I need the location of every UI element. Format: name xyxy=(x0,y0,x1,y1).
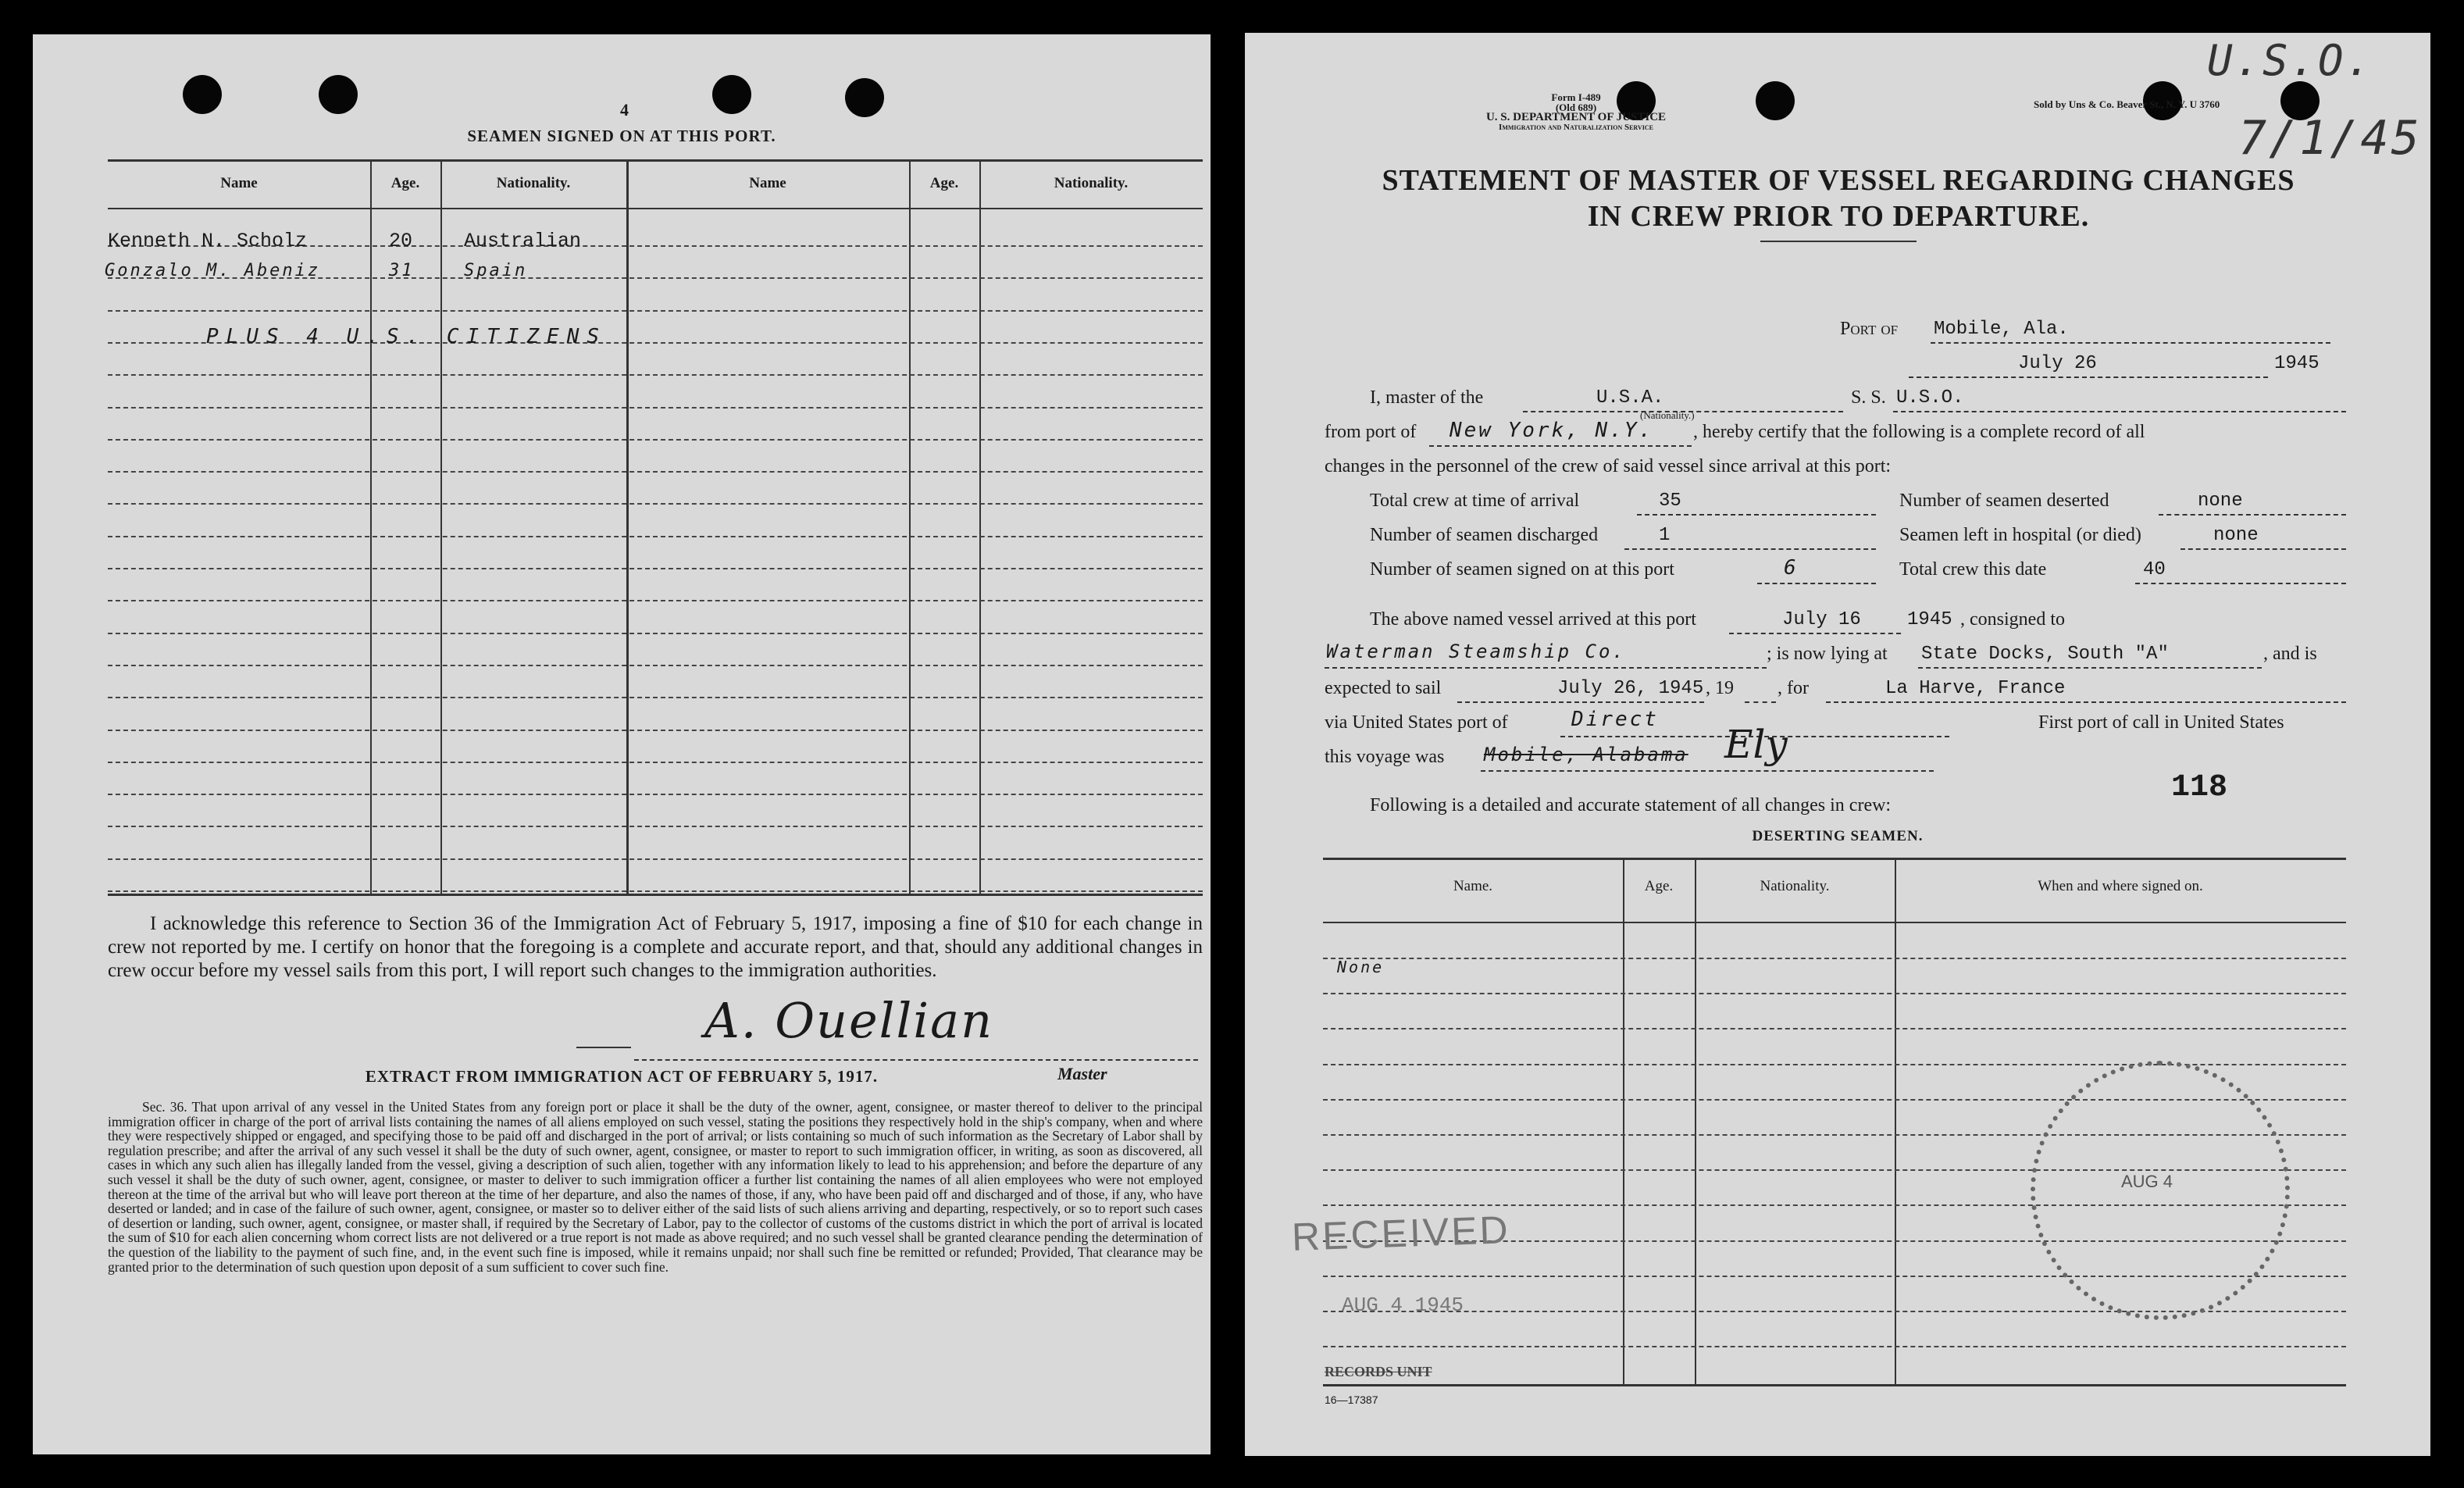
column-divider xyxy=(370,159,372,894)
seaman-name: Gonzalo M. Abeniz xyxy=(105,261,321,280)
right-page xyxy=(1245,33,2430,1456)
stat-field xyxy=(1757,559,1876,584)
row-rule xyxy=(1323,1346,2346,1347)
col-header-age: Age. xyxy=(1644,878,1674,894)
stat-label: Seamen left in hospital (or died) xyxy=(1899,525,2141,545)
stat-label: Number of seamen signed on at this port xyxy=(1370,559,1674,580)
lying-value: State Docks, South "A" xyxy=(1921,644,2169,665)
column-divider xyxy=(979,159,981,894)
row-rule xyxy=(108,633,1203,634)
signature-label: Master xyxy=(1057,1064,1107,1083)
stat-value: 40 xyxy=(2143,559,2166,580)
table-bottom-rule xyxy=(108,894,1203,896)
seaman-nationality: Australian xyxy=(464,230,582,252)
stat-field xyxy=(2159,491,2346,516)
punch-hole xyxy=(319,75,358,114)
expected-value: July 26, 1945 xyxy=(1557,678,1704,699)
row-rule xyxy=(108,374,1203,376)
col-header-name: Name xyxy=(220,175,258,191)
extract-title: EXTRACT FROM IMMIGRATION ACT OF FEBRUARY 5, 1917. xyxy=(365,1067,879,1086)
table-header-rule xyxy=(108,208,1203,209)
col-header-age: Age. xyxy=(390,175,420,191)
port-label: Port of xyxy=(1840,319,1899,339)
stat-value: 1 xyxy=(1659,525,1671,546)
stat-label: Total crew this date xyxy=(1899,559,2047,580)
row-rule xyxy=(1323,993,2346,994)
row-rule xyxy=(108,890,1203,892)
row-rule xyxy=(108,730,1203,731)
voyage-value: Mobile, Alabama xyxy=(1484,744,1688,765)
lying-label: ; is now lying at xyxy=(1767,644,1888,664)
stat-field xyxy=(2135,559,2346,584)
voyage-initials: Ely xyxy=(1724,722,1788,767)
title-line: IN CREW PRIOR TO DEPARTURE. xyxy=(1587,200,2090,233)
punch-hole xyxy=(183,75,222,114)
nationality-value: U.S.A. xyxy=(1596,387,1664,409)
column-divider xyxy=(1695,858,1696,1384)
row-rule xyxy=(108,471,1203,473)
master-signature: A. Ouellian xyxy=(704,992,994,1049)
table-top-rule xyxy=(1323,858,2346,860)
table-bottom-rule xyxy=(1323,1384,2346,1386)
year-field xyxy=(1745,678,1776,703)
for-value: La Harve, France xyxy=(1885,678,2066,699)
row-rule xyxy=(108,310,1203,312)
extract-text: Sec. 36. That upon arrival of any vessel in the United States from any foreign port or place it shall be the duty of the owner, agent, consignee, or master thereof to deliver to the principal immigration officer in charge of the port of arrival lists containing the names of all aliens employed on such vessel, stating the positions they respectively hold in the ship's company, when and where they were respectively shipped or engaged, and specifying those to be paid off and discharged in the port of arrival; or lists containing so much of such information as the Secretary of Labor shall by regulation prescribe; and after the arrival of any such vessel it shall be the duty of such owner, agent, consignee, or master to report to such immigration officer, in writing, as soon as discovered, all cases in which any such alien has illegally landed from the vessel, giving a description of such alien, together with any information likely to lead to his apprehension; and before the departure of any such vessel it shall be the duty of such owner, agent, consignee, or master to deliver to such immigration officer a further list containing the names of all alien employees who were not employed thereon at the time of the arrival but who will leave port thereon at the time of her departure, and also the names of those, if any, who have been paid off and discharged and of those, if any, who have deserted or landed; and in case of the failure of such owner, agent, consignee, or master so to deliver either of the said lists of such aliens arriving and departing, respectively, or so to report such cases of desertion or landing, such owner, agent, consignee, or master shall, if required by the Secretary of Labor, pay to the collector of customs of the customs district in which the port of arrival is located the sum of $10 for each alien concerning whom correct lists are not delivered or a true report is not made as above required; and no such vessel shall be granted clearance pending the determination of the question of the liability to the payment of such fine, and, in the event such fine is imposed, while it remains unpaid; nor shall such fine be remitted or refunded; Provided, That clearance may be granted prior to the determination of such question upon deposit of a sum sufficient to cover such fine. xyxy=(108,1099,1203,1275)
date-value: July 26 xyxy=(2018,353,2097,374)
seaman-age: 31 xyxy=(389,261,415,280)
via-value: Direct xyxy=(1571,708,1659,731)
column-divider xyxy=(1895,858,1896,1384)
form-number: Form I-489 xyxy=(1551,91,1601,103)
column-divider xyxy=(440,159,442,894)
port-value: Mobile, Ala. xyxy=(1934,319,2069,340)
row-rule xyxy=(108,858,1203,860)
signature-stroke xyxy=(576,1047,631,1048)
department: U. S. DEPARTMENT OF JUSTICE xyxy=(1485,111,1667,123)
stat-label: Number of seamen discharged xyxy=(1370,525,1599,545)
received-date: AUG 4 1945 xyxy=(1342,1294,1464,1317)
row-rule xyxy=(108,439,1203,441)
col-header-nationality: Nationality. xyxy=(496,175,571,191)
row-rule xyxy=(108,536,1203,537)
row-rule xyxy=(1323,1028,2346,1029)
none-entry: None xyxy=(1337,958,1385,976)
expected-label: expected to sail xyxy=(1325,678,1442,698)
punch-hole xyxy=(712,75,751,114)
records-unit-stamp: RECORDS UNIT xyxy=(1325,1364,1432,1379)
first-port-label: First port of call in United States xyxy=(2038,712,2284,733)
postmark-date: AUG 4 xyxy=(2121,1172,2173,1191)
row-rule xyxy=(108,697,1203,698)
row-rule xyxy=(108,826,1203,827)
stat-value: none xyxy=(2213,525,2259,546)
signature-line xyxy=(634,1059,1198,1061)
for-label: , for xyxy=(1778,678,1809,698)
row-rule xyxy=(108,407,1203,409)
row-rule xyxy=(108,762,1203,763)
col-header-nationality: Nationality. xyxy=(1054,175,1129,191)
deserting-title: DESERTING SEAMEN. xyxy=(1752,828,1924,844)
stat-value: 6 xyxy=(1784,556,1799,580)
ship-value: U.S.O. xyxy=(1896,387,1964,409)
ss-label: S. S. xyxy=(1851,387,1886,408)
year-value: 1945 xyxy=(2274,353,2320,374)
certify-text: , hereby certify that the following is a complete record of all xyxy=(1693,422,2145,442)
seaman-age: 20 xyxy=(389,230,413,252)
circular-postmark xyxy=(2031,1061,2290,1320)
col-header-age: Age. xyxy=(929,175,959,191)
stat-label: Number of seamen deserted xyxy=(1899,491,2109,511)
col-header-name: Name. xyxy=(1453,878,1493,894)
stat-field xyxy=(2181,525,2346,550)
row-rule xyxy=(1323,958,2346,959)
stamp-number: 118 xyxy=(2171,770,2228,805)
form-title xyxy=(1315,162,2362,234)
form-header xyxy=(1459,92,1693,133)
punch-hole xyxy=(845,78,884,117)
row-rule xyxy=(108,794,1203,795)
handwritten-date: 7/1/45 xyxy=(2238,111,2422,166)
col-header-name: Name xyxy=(749,175,786,191)
title-line: STATEMENT OF MASTER OF VESSEL REGARDING CHANGES xyxy=(1382,164,2295,197)
from-port-label: from port of xyxy=(1325,422,1417,442)
seaman-nationality: Spain xyxy=(464,261,528,280)
voyage-label: this voyage was xyxy=(1325,747,1445,767)
via-label: via United States port of xyxy=(1325,712,1508,733)
title-underline xyxy=(1760,241,1917,242)
row-rule xyxy=(108,600,1203,601)
page-number: 4 xyxy=(620,100,629,120)
acknowledgement-text: I acknowledge this reference to Section 36 of the Immigration Act of February 5, 1917, imposing a fine of $10 for each change in crew not reported by me. I certify on honor that the foregoing is a complete and accurate report, and that, should any additional changes in crew occur before my vessel sails from this port, I will report such changes to the immigration authorities. xyxy=(108,913,1203,981)
table-top-rule xyxy=(108,159,1203,162)
following-text: Following is a detailed and accurate statement of all changes in crew: xyxy=(1370,795,1892,815)
section-title: SEAMEN SIGNED ON AT THIS PORT. xyxy=(467,127,776,145)
row-rule xyxy=(108,665,1203,666)
print-code: 16—17387 xyxy=(1325,1393,1378,1406)
received-stamp: RECEIVED xyxy=(1291,1208,1511,1259)
column-divider xyxy=(1623,858,1624,1384)
stat-value: 35 xyxy=(1659,491,1681,512)
consignee-value: Waterman Steamship Co. xyxy=(1326,641,1626,662)
row-rule xyxy=(108,503,1203,505)
changes-text: changes in the personnel of the crew of said vessel since arrival at this port: xyxy=(1325,456,1892,476)
handwritten-code: U.S.O. xyxy=(2207,36,2374,85)
nationality-caption: (Nationality.) xyxy=(1640,409,1695,421)
master-label: I, master of the xyxy=(1370,387,1484,408)
column-divider xyxy=(909,159,911,894)
form-old-number: (Old 689) xyxy=(1555,102,1597,113)
col-header-when-where: When and where signed on. xyxy=(2038,878,2203,894)
from-port-value: New York, N.Y. xyxy=(1450,419,1654,442)
consigned-label: , consigned to xyxy=(1960,609,2065,630)
column-divider xyxy=(626,159,629,894)
punch-hole xyxy=(1756,81,1795,120)
stat-value: none xyxy=(2198,491,2243,512)
left-page xyxy=(33,34,1211,1454)
col-header-nationality: Nationality. xyxy=(1760,878,1830,894)
table-header-rule xyxy=(1323,922,2346,923)
seaman-name: Kenneth N. Scholz xyxy=(108,230,308,252)
row-rule xyxy=(108,568,1203,569)
sold-by: Sold by Uns & Co. Beaver St., N. Y. U 3760 xyxy=(2034,98,2220,110)
arrived-value: July 16 xyxy=(1782,609,1861,630)
arrived-year: 1945 xyxy=(1907,609,1952,630)
and-is-label: , and is xyxy=(2263,644,2317,664)
citizens-note: PLUS 4 U.S. CITIZENS xyxy=(206,325,608,348)
service: Immigration and Naturalization Service xyxy=(1499,123,1653,132)
stat-label: Total crew at time of arrival xyxy=(1370,491,1580,511)
nineteen-label: , 19 xyxy=(1706,678,1734,698)
arrived-label: The above named vessel arrived at this port xyxy=(1370,609,1696,630)
